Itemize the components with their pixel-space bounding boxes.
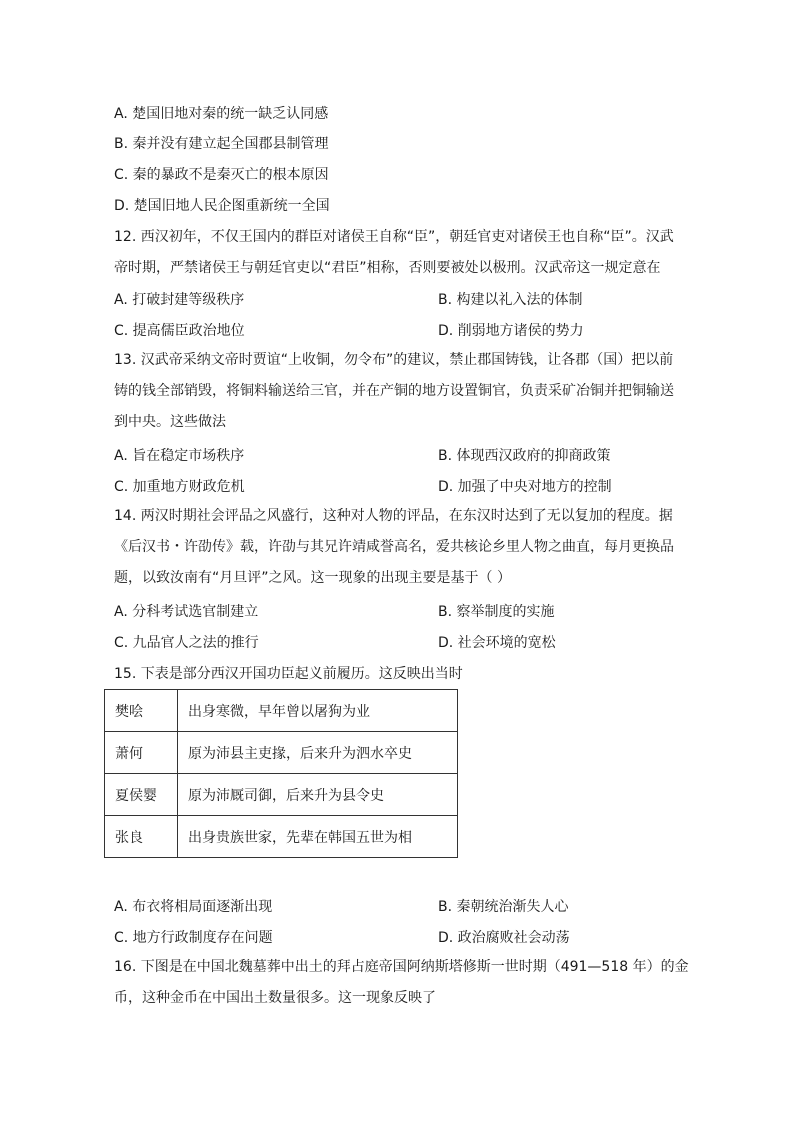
q13-stem-line: 铸的钱全部销毁，将铜料输送给三官，并在产铜的地方设置铜官，负责采矿冶铜并把铜输送: [114, 383, 674, 399]
table-cell-name: 张良: [105, 816, 178, 858]
q15-stem: 15. 下表是部分西汉开国功臣起义前履历。这反映出当时: [114, 666, 463, 682]
table-cell-name: 樊哙: [105, 690, 178, 732]
table-cell-name: 夏侯婴: [105, 774, 178, 816]
q11-option-a: A. 楚国旧地对秦的统一缺乏认同感: [114, 106, 329, 122]
q14-option-b: B. 察举制度的实施: [438, 604, 555, 620]
q16-stem-line: 币，这种金币在中国出土数量很多。这一现象反映了: [114, 990, 436, 1006]
q13-option-d: D. 加强了中央对地方的控制: [438, 479, 612, 495]
q15-option-b: B. 秦朝统治渐失人心: [438, 899, 569, 915]
q16-stem-line: 16. 下图是在中国北魏墓葬中出土的拜占庭帝国阿纳斯塔修斯一世时期（491—518 年）的金: [114, 959, 689, 975]
q12-stem: [114, 222, 686, 284]
q12-option-d: D. 削弱地方诸侯的势力: [438, 323, 584, 339]
q13-option-a: A. 旨在稳定市场秩序: [114, 448, 245, 464]
q15-option-c: C. 地方行政制度存在问题: [114, 930, 273, 946]
table-cell-desc: 原为沛厩司御，后来升为县令史: [178, 774, 458, 816]
table-cell-desc: 出身贵族世家，先辈在韩国五世为相: [178, 816, 458, 858]
q11-option-d: D. 楚国旧地人民企图重新统一全国: [114, 198, 330, 214]
table-cell-name: 萧何: [105, 732, 178, 774]
q13-option-c: C. 加重地方财政危机: [114, 479, 245, 495]
q14-stem-line: 《后汉书・许劭传》载，许劭与其兄许靖咸誉高名，爱共核论乡里人物之曲直，每月更换品: [114, 539, 674, 555]
q11-option-c: C. 秦的暴政不是秦灭亡的根本原因: [114, 167, 329, 183]
q13-stem: [114, 345, 686, 438]
q15-option-d: D. 政治腐败社会动荡: [438, 930, 570, 946]
q14-stem-line: 题，以致汝南有“月旦评”之风。这一现象的出现主要是基于（ ）: [114, 570, 511, 586]
q14-stem-line: 14. 两汉时期社会评品之风盛行，这种对人物的评品，在东汉时达到了无以复加的程度。据: [114, 508, 673, 524]
q16-stem: [114, 952, 689, 1014]
table-cell-desc: 出身寒微，早年曾以屠狗为业: [178, 690, 458, 732]
q14-option-a: A. 分科考试选官制建立: [114, 604, 259, 620]
table-row: [105, 816, 458, 858]
q12-stem-line: 12. 西汉初年，不仅王国内的群臣对诸侯王自称“臣”，朝廷官吏对诸侯王也自称“臣”。汉武: [114, 229, 674, 245]
table-cell-desc: 原为沛县主吏掾，后来升为泗水卒史: [178, 732, 458, 774]
q12-option-b: B. 构建以礼入法的体制: [438, 292, 583, 308]
table-row: [105, 774, 458, 816]
q14-stem: [114, 501, 686, 594]
q15-table: [104, 689, 458, 858]
q13-stem-line: 到中央。这些做法: [114, 414, 226, 430]
q12-option-a: A. 打破封建等级秩序: [114, 292, 245, 308]
table-row: [105, 690, 458, 732]
q11-option-b: B. 秦并没有建立起全国郡县制管理: [114, 136, 329, 152]
q15-option-a: A. 布衣将相局面逐渐出现: [114, 899, 273, 915]
q14-option-c: C. 九品官人之法的推行: [114, 635, 259, 651]
table-row: [105, 732, 458, 774]
q12-option-c: C. 提高儒臣政治地位: [114, 323, 245, 339]
q14-option-d: D. 社会环境的宽松: [438, 635, 556, 651]
q13-option-b: B. 体现西汉政府的抑商政策: [438, 448, 611, 464]
q12-stem-line: 帝时期，严禁诸侯王与朝廷官吏以“君臣”相称，否则要被处以极刑。汉武帝这一规定意在: [114, 260, 661, 276]
q13-stem-line: 13. 汉武帝采纳文帝时贾谊“上收铜，勿令布”的建议，禁止郡国铸钱，让各郡（国）把以前: [114, 352, 674, 368]
